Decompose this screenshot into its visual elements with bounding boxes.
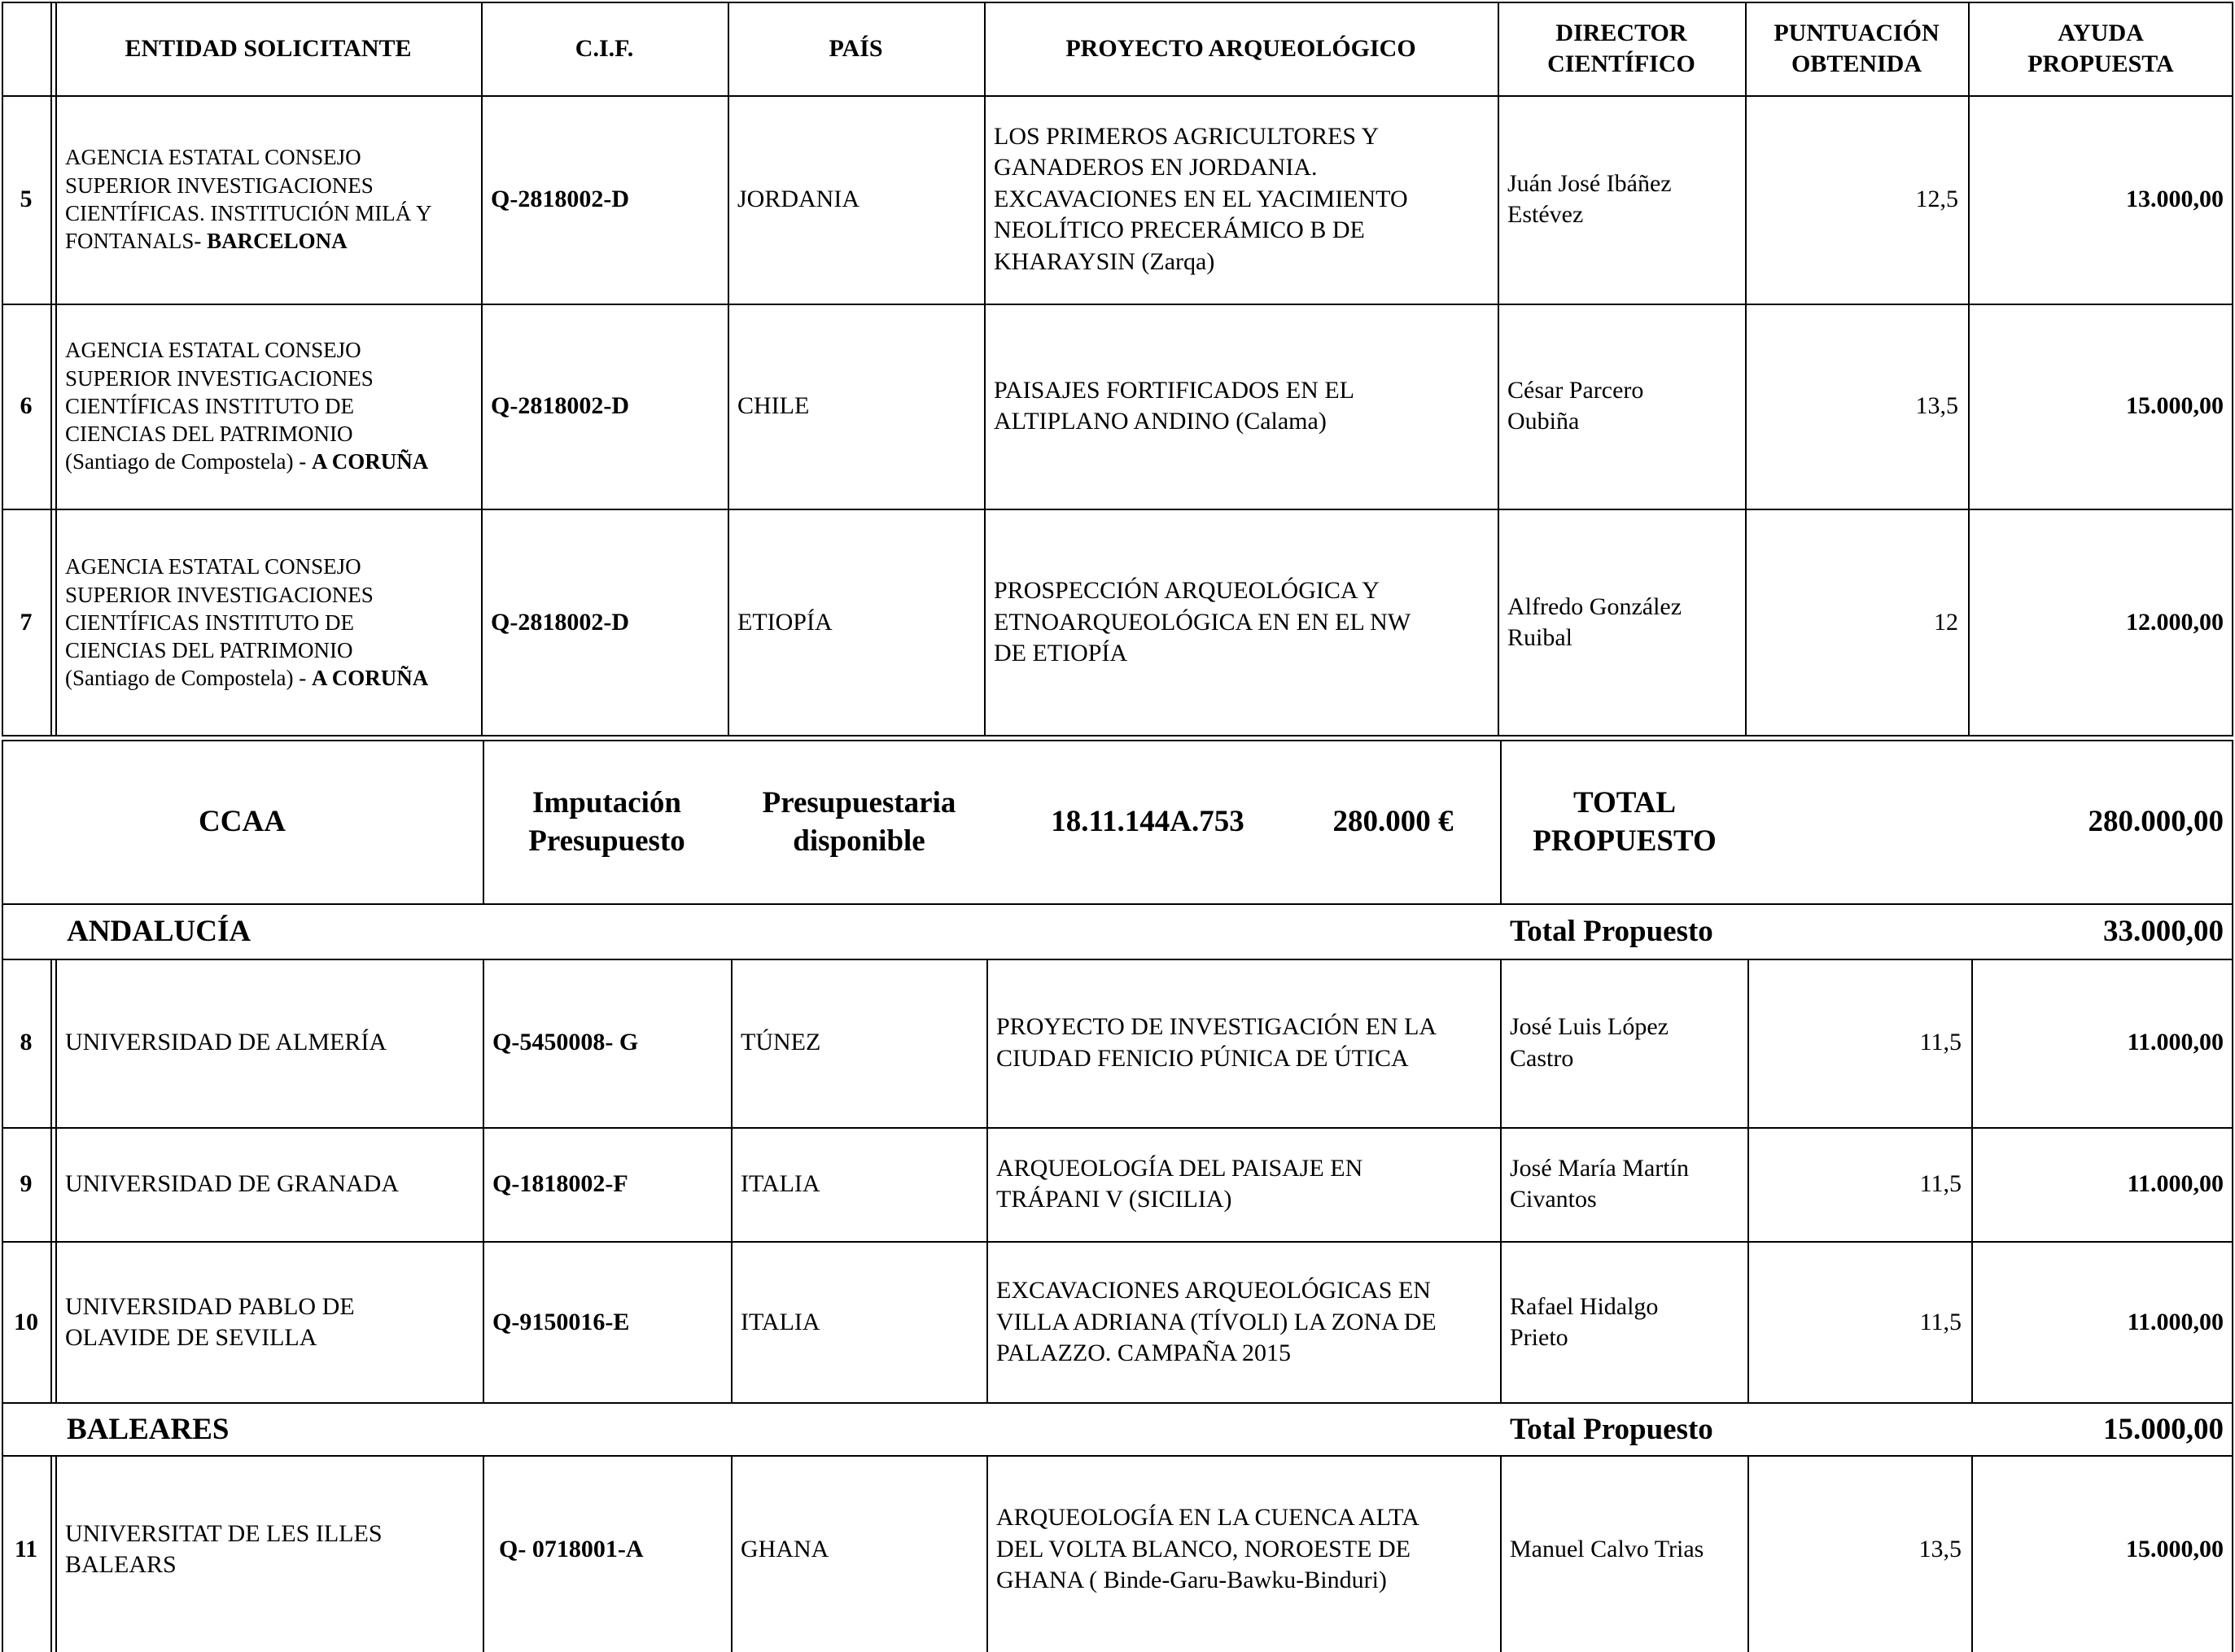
puntuacion-cell: 11,5 [1919, 1029, 1962, 1056]
cif-cell: Q-2818002-D [491, 608, 629, 636]
entidad-cell: AGENCIA ESTATAL CONSEJO SUPERIOR INVESTIGACIONES CIENTÍFICAS INSTITUTO DE CIENCIAS DEL PATRIMONIO (Santiago de Compostela) - A CORUÑA [65, 338, 429, 474]
entidad-cell: UNIVERSITAT DE LES ILLES BALEARS [65, 1519, 383, 1578]
section-total-label: Total Propuesto [1510, 915, 1713, 949]
ayuda-cell: 12.000,00 [2126, 608, 2224, 636]
row-number: 7 [20, 608, 33, 636]
director-cell: César Parcero Oubiña [1507, 376, 1644, 435]
section-total-value: 33.000,00 [2103, 915, 2224, 949]
section-total-label: Total Propuesto [1510, 1412, 1713, 1446]
row-number: 11 [14, 1535, 38, 1562]
proyecto-cell: PROYECTO DE INVESTIGACIÓN EN LA CIUDAD FENICIO PÚNICA DE ÚTICA [996, 1013, 1437, 1072]
section-total-value: 15.000,00 [2103, 1412, 2224, 1446]
header-pais: PAÍS [829, 34, 883, 62]
row-number: 5 [20, 185, 33, 212]
ayuda-cell: 11.000,00 [2127, 1029, 2224, 1056]
row-number: 8 [20, 1029, 33, 1056]
cif-cell: Q-1818002-F [492, 1169, 628, 1197]
entidad-cell: AGENCIA ESTATAL CONSEJO SUPERIOR INVESTIGACIONES CIENTÍFICAS INSTITUTO DE CIENCIAS DEL PATRIMONIO (Santiago de Compostela) - A CORUÑA [65, 554, 429, 691]
ccaa-label: CCAA [199, 805, 286, 839]
header-entidad: ENTIDAD SOLICITANTE [125, 34, 412, 62]
proyecto-cell: ARQUEOLOGÍA EN LA CUENCA ALTA DEL VOLTA BLANCO, NOROESTE DE GHANA ( Binde-Garu-Bawku-Binduri) [996, 1504, 1419, 1594]
ayuda-cell: 11.000,00 [2127, 1169, 2224, 1197]
total-propuesto-value: 280.000,00 [2088, 805, 2224, 839]
director-cell: Rafael Hidalgo Prieto [1510, 1292, 1659, 1351]
cif-cell: Q-2818002-D [491, 185, 629, 212]
pais-cell: ITALIA [741, 1169, 820, 1197]
header-proyecto: PROYECTO ARQUEOLÓGICO [1065, 34, 1416, 62]
imputacion-label: Imputación Presupuesto [528, 786, 685, 858]
divider [50, 1455, 52, 1652]
puntuacion-cell: 12,5 [1915, 185, 1958, 212]
cif-cell: Q-5450008- G [492, 1029, 639, 1056]
puntuacion-cell: 13,5 [1915, 391, 1958, 419]
pais-cell: TÚNEZ [741, 1029, 821, 1056]
row-number: 9 [20, 1169, 33, 1197]
pais-cell: JORDANIA [737, 185, 859, 212]
importe-value: 280.000 € [1332, 805, 1454, 839]
pais-cell: GHANA [741, 1535, 829, 1562]
ayuda-cell: 11.000,00 [2127, 1308, 2224, 1335]
proyecto-cell: ARQUEOLOGÍA DEL PAISAJE EN TRÁPANI V (SICILIA) [996, 1154, 1363, 1213]
total-propuesto-label: TOTAL PROPUESTO [1533, 786, 1717, 858]
director-cell: José Luis López Castro [1510, 1013, 1669, 1072]
director-cell: José María Martín Civantos [1510, 1154, 1689, 1213]
proyecto-cell: EXCAVACIONES ARQUEOLÓGICAS EN VILLA ADRIANA (TÍVOLI) LA ZONA DE PALAZZO. CAMPAÑA 2015 [996, 1277, 1437, 1367]
entidad-cell: UNIVERSIDAD DE GRANADA [65, 1169, 399, 1197]
proyecto-cell: PROSPECCIÓN ARQUEOLÓGICA Y ETNOARQUEOLÓGICA EN EN EL NW DE ETIOPÍA [994, 577, 1411, 667]
header-director: DIRECTOR CIENTÍFICO [1547, 20, 1695, 77]
puntuacion-cell: 11,5 [1919, 1308, 1962, 1335]
puntuacion-cell: 13,5 [1918, 1535, 1962, 1562]
header-ayuda: AYUDA PROPUESTA [2027, 20, 2174, 77]
row-number: 10 [14, 1308, 38, 1335]
proyecto-cell: PAISAJES FORTIFICADOS EN EL ALTIPLANO ANDINO (Calama) [994, 376, 1354, 435]
cif-cell: Q- 0718001-A [499, 1535, 644, 1562]
director-cell: Manuel Calvo Trias [1510, 1535, 1704, 1562]
divider [50, 2, 52, 736]
director-cell: Alfredo González Ruibal [1507, 592, 1682, 651]
presupuestaria-label: Presupuestaria disponible [762, 786, 956, 858]
section-name: ANDALUCÍA [67, 915, 251, 949]
header-puntuacion: PUNTUACIÓN OBTENIDA [1774, 20, 1940, 77]
partida-value: 18.11.144A.753 [1051, 805, 1244, 839]
puntuacion-cell: 11,5 [1919, 1169, 1962, 1197]
ayuda-cell: 15.000,00 [2126, 391, 2224, 419]
entidad-cell: UNIVERSIDAD PABLO DE OLAVIDE DE SEVILLA [65, 1292, 355, 1351]
ayuda-cell: 15.000,00 [2126, 1535, 2224, 1562]
pais-cell: ITALIA [741, 1308, 820, 1335]
pais-cell: ETIOPÍA [737, 608, 833, 636]
puntuacion-cell: 12 [1934, 608, 1958, 636]
cif-cell: Q-2818002-D [491, 391, 629, 419]
pais-cell: CHILE [737, 391, 810, 419]
divider [50, 959, 52, 1404]
entidad-cell: AGENCIA ESTATAL CONSEJO SUPERIOR INVESTIGACIONES CIENTÍFICAS. INSTITUCIÓN MILÁ Y FONTANALS- BARCELONA [65, 145, 432, 254]
entidad-cell: UNIVERSIDAD DE ALMERÍA [65, 1029, 387, 1056]
row-number: 6 [20, 391, 33, 419]
cif-cell: Q-9150016-E [492, 1308, 630, 1335]
proyecto-cell: LOS PRIMEROS AGRICULTORES Y GANADEROS EN JORDANIA. EXCAVACIONES EN EL YACIMIENTO NEOLÍTICO PRECERÁMICO B DE KHARAYSIN (Zarqa) [994, 123, 1408, 275]
ayuda-cell: 13.000,00 [2126, 185, 2224, 212]
director-cell: Juán José Ibáñez Estévez [1507, 169, 1672, 228]
header-cif: C.I.F. [575, 34, 634, 62]
section-name: BALEARES [67, 1412, 230, 1446]
